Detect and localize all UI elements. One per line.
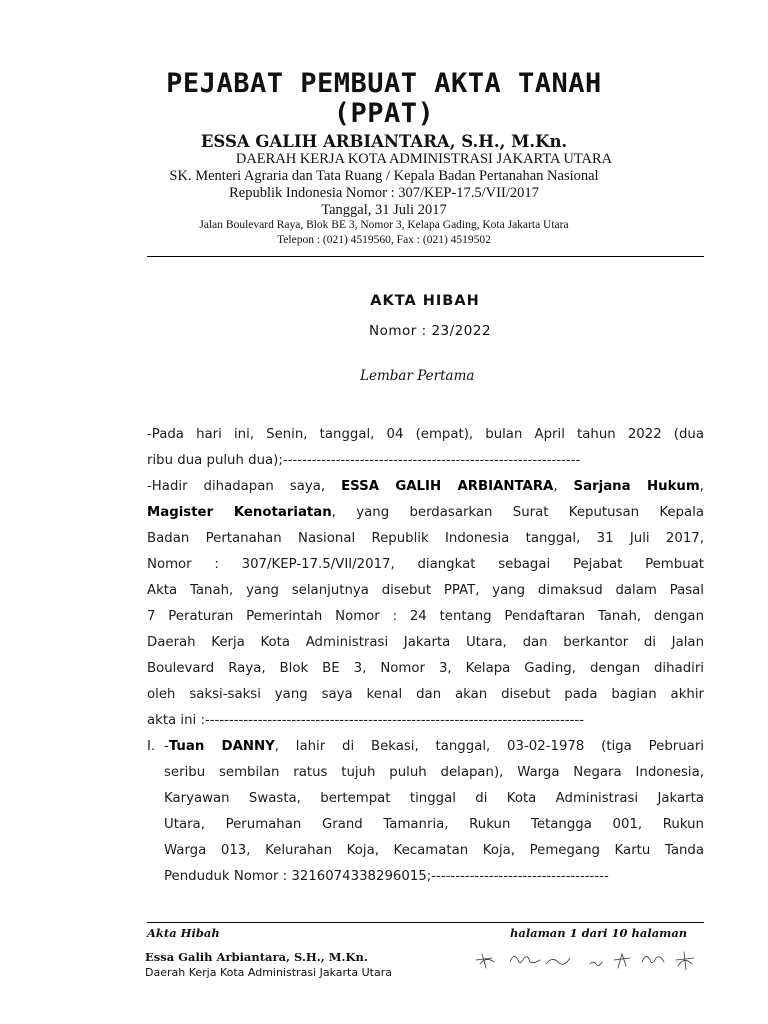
deed-sheet: Lembar Pertama: [360, 368, 475, 384]
body-line: -Tuan DANNY, lahir di Bekasi, tanggal, 03-02-1978 (tiga Pebruari: [164, 739, 704, 754]
degree-inline: Magister Kenotariatan: [147, 505, 332, 520]
footer-doc-name: Akta Hibah: [147, 926, 220, 940]
body-line: Karyawan Swasta, bertempat tinggal di Kota Administrasi Jakarta: [164, 791, 704, 806]
footer-page-count: halaman 1 dari 10 halaman: [510, 926, 688, 940]
body-line: Badan Pertanahan Nasional Republik Indonesia tanggal, 31 Juli 2017,: [147, 531, 704, 546]
deed-number: Nomor : 23/2022: [369, 323, 492, 339]
party-name: Tuan DANNY: [168, 739, 275, 754]
body-line: akta ini :-------------------------------------------------------------------------------: [147, 713, 585, 728]
body-line: Akta Tanah, yang selanjutnya disebut PPAT, yang dimaksud dalam Pasal: [147, 583, 704, 598]
paraf-signatures: [470, 946, 700, 976]
body-line: Boulevard Raya, Blok BE 3, Nomor 3, Kelapa Gading, dengan dihadiri: [147, 661, 704, 676]
body-line: Penduduk Nomor : 3216074338296015;-------------------------------------: [164, 869, 609, 884]
office-address: Jalan Boulevard Raya, Blok BE 3, Nomor 3, Kelapa Gading, Kota Jakarta Utara: [199, 219, 569, 231]
header-divider: [147, 256, 704, 257]
officer-name: ESSA GALIH ARBIANTARA, S.H., M.Kn.: [200, 132, 568, 151]
office-phone: Telepon : (021) 4519560, Fax : (021) 4519502: [277, 234, 491, 246]
footer-district: Daerah Kerja Kota Administrasi Jakarta Utara: [145, 966, 392, 979]
body-line: Utara, Perumahan Grand Tamanria, Rukun Tetangga 001, Rukun: [164, 817, 704, 832]
decree-date: Tanggal, 31 Juli 2017: [321, 202, 447, 218]
body-line: -Hadir dihadapan saya, ESSA GALIH ARBIANTARA, Sarjana Hukum,: [147, 479, 704, 494]
body-line: seribu sembilan ratus tujuh puluh delapan), Warga Negara Indonesia,: [164, 765, 704, 780]
body-line: -Pada hari ini, Senin, tanggal, 04 (empat), bulan April tahun 2022 (dua: [147, 427, 704, 442]
office-title: PEJABAT PEMBUAT AKTA TANAH: [166, 68, 602, 99]
body-line: oleh saksi-saksi yang saya kenal dan akan disebut pada bagian akhir: [147, 687, 704, 702]
degree-inline: Sarjana Hukum: [573, 479, 700, 494]
decree-number: Republik Indonesia Nomor : 307/KEP-17.5/VII/2017: [229, 185, 539, 201]
body-line: Nomor : 307/KEP-17.5/VII/2017, diangkat sebagai Pejabat Pembuat: [147, 557, 704, 572]
decree-line: SK. Menteri Agraria dan Tata Ruang / Kepala Badan Pertanahan Nasional: [169, 168, 599, 184]
body-line: 7 Peraturan Pemerintah Nomor : 24 tentang Pendaftaran Tanah, dengan: [147, 609, 704, 624]
body-line: Warga 013, Kelurahan Koja, Kecamatan Koja, Pemegang Kartu Tanda: [164, 843, 704, 858]
list-marker: I.: [147, 739, 156, 754]
officer-name-inline: ESSA GALIH ARBIANTARA: [341, 479, 554, 494]
office-title-abbrev: (PPAT): [333, 98, 435, 129]
footer-officer-name: Essa Galih Arbiantara, S.H., M.Kn.: [145, 950, 368, 964]
footer-divider: [147, 922, 704, 923]
body-line: Daerah Kerja Kota Administrasi Jakarta Utara, dan berkantor di Jalan: [147, 635, 704, 650]
deed-title: AKTA HIBAH: [370, 293, 480, 309]
body-line: Magister Kenotariatan, yang berdasarkan Surat Keputusan Kepala: [147, 505, 704, 520]
body-line: ribu dua puluh dua);--------------------------------------------------------------: [147, 453, 581, 468]
work-area: DAERAH KERJA KOTA ADMINISTRASI JAKARTA UTARA: [235, 151, 613, 167]
